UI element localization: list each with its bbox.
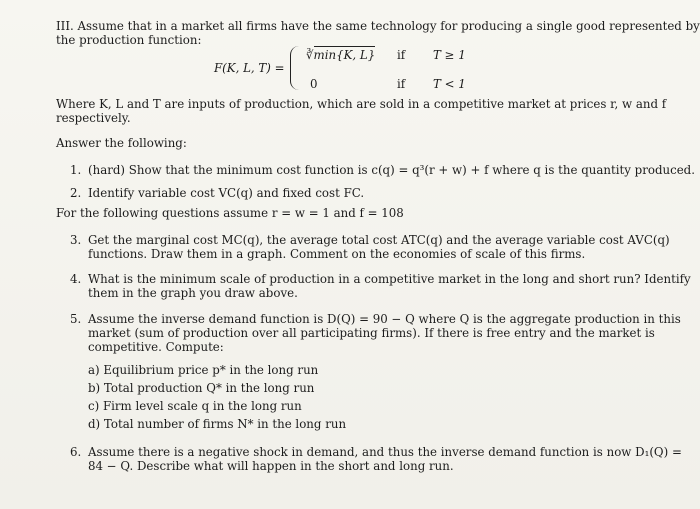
question-6-line-1: Assume there is a negative shock in demand, and thus the inverse demand function is now D₁(Q) = xyxy=(88,445,682,459)
assumption-line: For the following questions assume r = w = 1 and f = 108 xyxy=(56,206,404,220)
question-5-subitem-b: b) Total production Q* in the long run xyxy=(88,381,315,395)
where-line-1: Where K, L and T are inputs of production, which are sold in a competitive market at prices r, w and f xyxy=(56,97,667,111)
question-6-line-2: 84 − Q. Describe what will happen in the short and long run. xyxy=(88,459,454,473)
formula-case-1-radicand: min{K, L} xyxy=(313,48,376,62)
question-1-number: 1. xyxy=(70,163,82,177)
formula-brace xyxy=(290,46,299,90)
question-4-number: 4. xyxy=(70,272,82,286)
formula-case-2-condition: T < 1 xyxy=(433,77,466,91)
question-5-subitem-c: c) Firm level scale q in the long run xyxy=(88,399,302,413)
question-3-line-2: functions. Draw them in a graph. Comment on the economies of scale of this firms. xyxy=(88,247,586,261)
question-3-line-1: Get the marginal cost MC(q), the average total cost ATC(q) and the average variable cost AVC(q) xyxy=(88,233,670,247)
formula-lhs: F(K, L, T) = xyxy=(214,61,285,75)
question-5-line-1: Assume the inverse demand function is D(Q) = 90 − Q where Q is the aggregate production in this xyxy=(88,312,681,326)
formula-case-2-if: if xyxy=(397,77,406,91)
question-5-line-2: market (sum of production over all participating firms). If there is free entry and the market is xyxy=(88,326,655,340)
question-6-number: 6. xyxy=(70,445,82,459)
question-4-line-1: What is the minimum scale of production in a competitive market in the long and short run? Identify xyxy=(88,272,691,286)
question-5-line-3: competitive. Compute: xyxy=(88,340,224,354)
where-line-2: respectively. xyxy=(56,111,131,125)
formula-case-2-expression: 0 xyxy=(310,77,318,91)
question-5-subitem-a: a) Equilibrium price p* in the long run xyxy=(88,363,319,377)
question-5-number: 5. xyxy=(70,312,82,326)
intro-line-1: III. Assume that in a market all firms have the same technology for producing a single good represented by xyxy=(56,19,700,33)
formula-case-1-expression xyxy=(306,48,375,62)
question-2-number: 2. xyxy=(70,186,82,200)
formula-case-1-if: if xyxy=(397,48,406,62)
question-3-number: 3. xyxy=(70,233,82,247)
question-4-line-2: them in the graph you draw above. xyxy=(88,286,298,300)
answer-heading: Answer the following: xyxy=(56,136,187,150)
formula-case-1-condition: T ≥ 1 xyxy=(433,48,466,62)
question-1-text: (hard) Show that the minimum cost function is c(q) = q³(r + w) + f where q is the quantity produced. xyxy=(88,163,695,177)
intro-line-2: the production function: xyxy=(56,33,202,47)
cube-root-sign: ∛ xyxy=(306,48,314,62)
question-2-text: Identify variable cost VC(q) and fixed cost FC. xyxy=(88,186,365,200)
question-5-subitem-d: d) Total number of firms N* in the long run xyxy=(88,417,347,431)
